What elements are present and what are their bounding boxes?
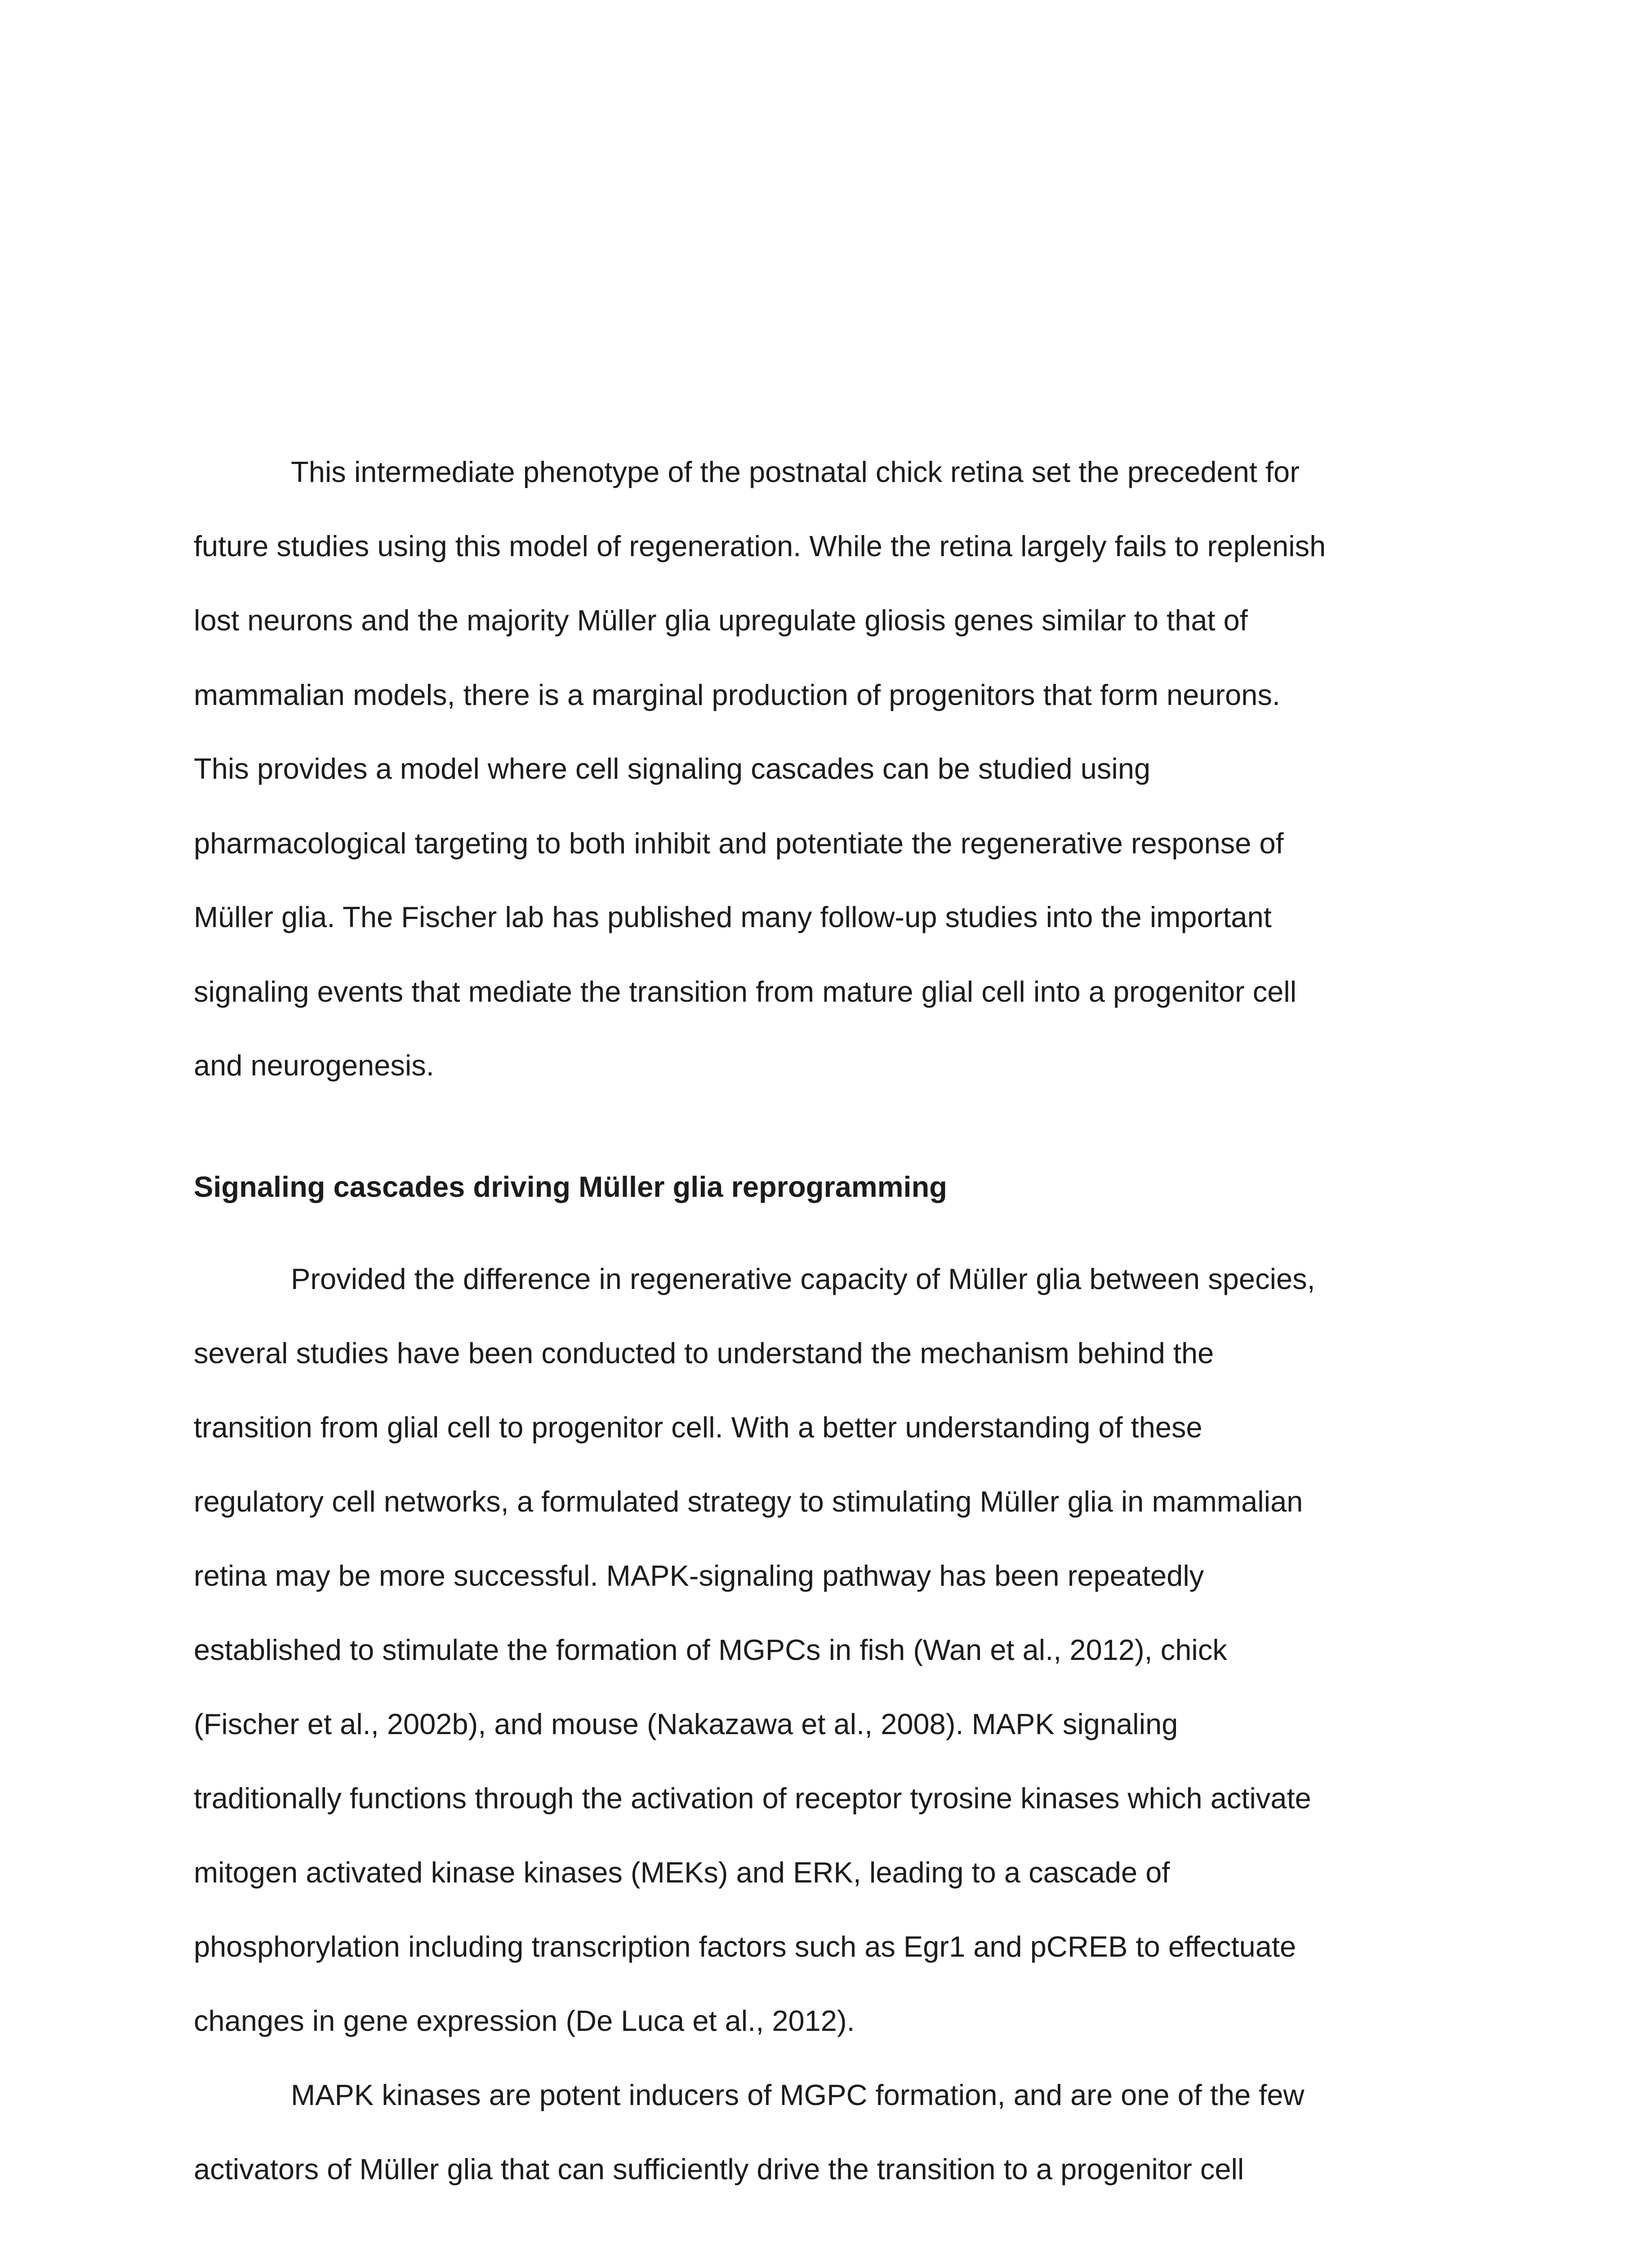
paragraph-2-line: retina may be more successful. MAPK-signaling pathway has been repeatedly: [194, 1559, 1204, 1592]
paragraph-1-line: mammalian models, there is a marginal production of progenitors that form neurons.: [194, 678, 1280, 711]
paragraph-2-line: established to stimulate the formation of MGPCs in fish (Wan et al., 2012), chick: [194, 1633, 1227, 1666]
paragraph-1-line: future studies using this model of regeneration. While the retina largely fails to replenish: [194, 530, 1326, 562]
paragraph-2-line: mitogen activated kinase kinases (MEKs) and ERK, leading to a cascade of: [194, 1856, 1170, 1889]
paragraph-1-line: Müller glia. The Fischer lab has published many follow-up studies into the important: [194, 901, 1272, 933]
paragraph-2-line: phosphorylation including transcription factors such as Egr1 and pCREB to effectuate: [194, 1930, 1296, 1963]
paragraph-1-line: This intermediate phenotype of the postnatal chick retina set the precedent for: [291, 455, 1300, 488]
paragraph-1-line: pharmacological targeting to both inhibit and potentiate the regenerative response of: [194, 827, 1284, 860]
paragraph-2-line: transition from glial cell to progenitor cell. With a better understanding of these: [194, 1411, 1202, 1444]
paragraph-1-line: signaling events that mediate the transition from mature glial cell into a progenitor cell: [194, 975, 1297, 1008]
section-heading: Signaling cascades driving Müller glia reprogramming: [194, 1170, 947, 1203]
paragraph-2-line: several studies have been conducted to understand the mechanism behind the: [194, 1337, 1214, 1369]
paragraph-2-line: traditionally functions through the activation of receptor tyrosine kinases which activate: [194, 1782, 1311, 1815]
paragraph-2-line: changes in gene expression (De Luca et al., 2012).: [194, 2004, 855, 2037]
paragraph-1-line: and neurogenesis.: [194, 1049, 434, 1082]
paragraph-2-line: regulatory cell networks, a formulated strategy to stimulating Müller glia in mammalian: [194, 1485, 1303, 1518]
paragraph-1-line: lost neurons and the majority Müller glia upregulate gliosis genes similar to that of: [194, 604, 1248, 637]
paragraph-2-line: (Fischer et al., 2002b), and mouse (Nakazawa et al., 2008). MAPK signaling: [194, 1708, 1178, 1740]
paragraph-1-line: This provides a model where cell signaling cascades can be studied using: [194, 752, 1151, 785]
paragraph-2-line: Provided the difference in regenerative capacity of Müller glia between species,: [291, 1262, 1315, 1295]
paragraph-3-line: MAPK kinases are potent inducers of MGPC formation, and are one of the few: [291, 2079, 1305, 2111]
paragraph-3-line: activators of Müller glia that can sufficiently drive the transition to a progenitor cell: [194, 2153, 1244, 2186]
